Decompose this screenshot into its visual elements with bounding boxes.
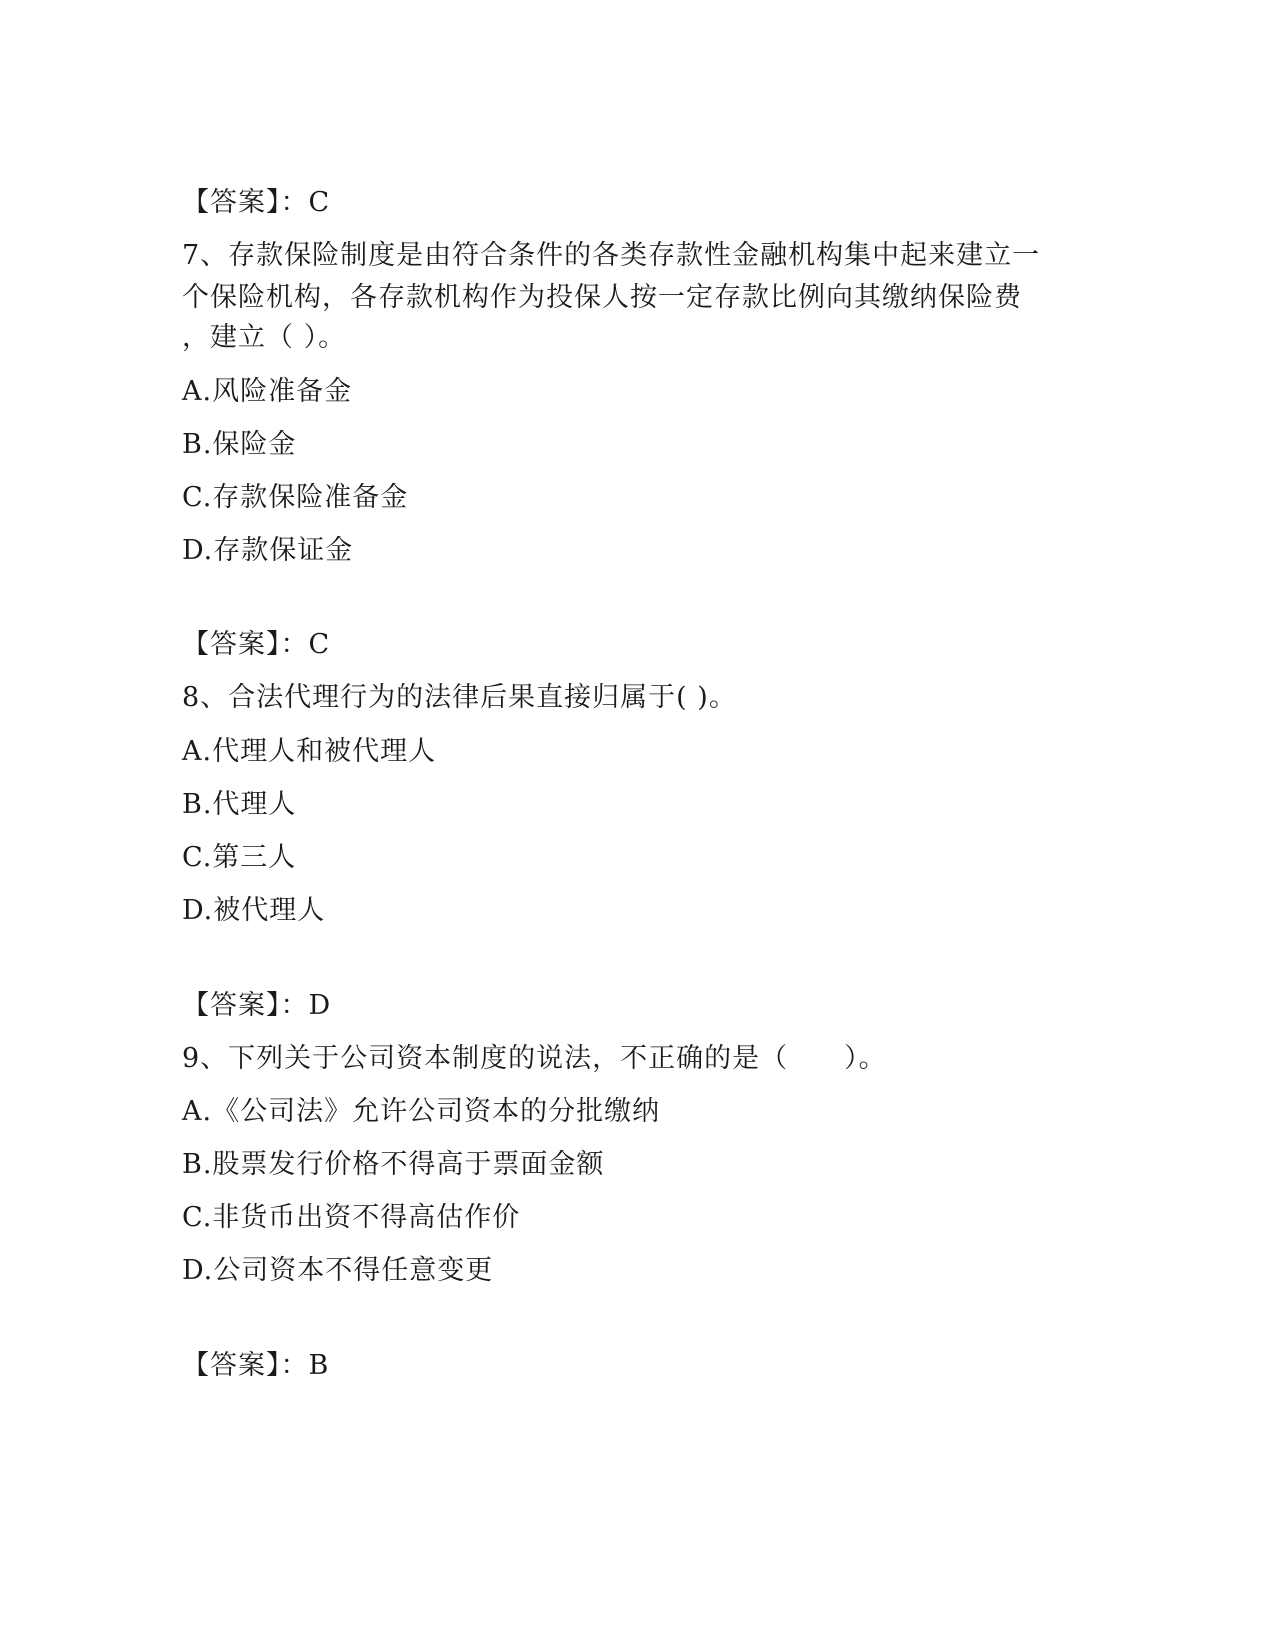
question-8-option-b: B.代理人 [182, 789, 297, 820]
question-8-option-d: D.被代理人 [182, 895, 326, 926]
question-9-option-c: C.非货币出资不得高估作价 [182, 1202, 521, 1233]
question-9-option-a: A.《公司法》允许公司资本的分批缴纳 [182, 1096, 661, 1127]
question-8-option-a: A.代理人和被代理人 [182, 736, 437, 767]
question-7-line-2: 个保险机构，各存款机构作为投保人按一定存款比例向其缴纳保险费 [182, 282, 1022, 313]
answer-q6: 【答案】：C [182, 187, 331, 218]
answer-q9: 【答案】：B [182, 1350, 330, 1381]
question-7-option-b: B.保险金 [182, 429, 297, 460]
question-7-option-c: C.存款保险准备金 [182, 482, 409, 513]
question-9-option-d: D.公司资本不得任意变更 [182, 1255, 494, 1286]
question-7-option-a: A.风险准备金 [182, 376, 353, 407]
answer-q8: 【答案】：D [182, 990, 332, 1021]
question-7-line-3: ，建立（ ）。 [182, 322, 347, 353]
question-8-line-1: 8、合法代理行为的法律后果直接归属于( )。 [182, 682, 737, 713]
answer-q7: 【答案】：C [182, 629, 331, 660]
question-8-option-c: C.第三人 [182, 842, 297, 873]
question-9-option-b: B.股票发行价格不得高于票面金额 [182, 1149, 605, 1180]
question-7-line-1: 7、存款保险制度是由符合条件的各类存款性金融机构集中起来建立一 [182, 240, 1041, 271]
question-9-line-1: 9、下列关于公司资本制度的说法，不正确的是（ ）。 [182, 1043, 887, 1074]
question-7-option-d: D.存款保证金 [182, 535, 354, 566]
